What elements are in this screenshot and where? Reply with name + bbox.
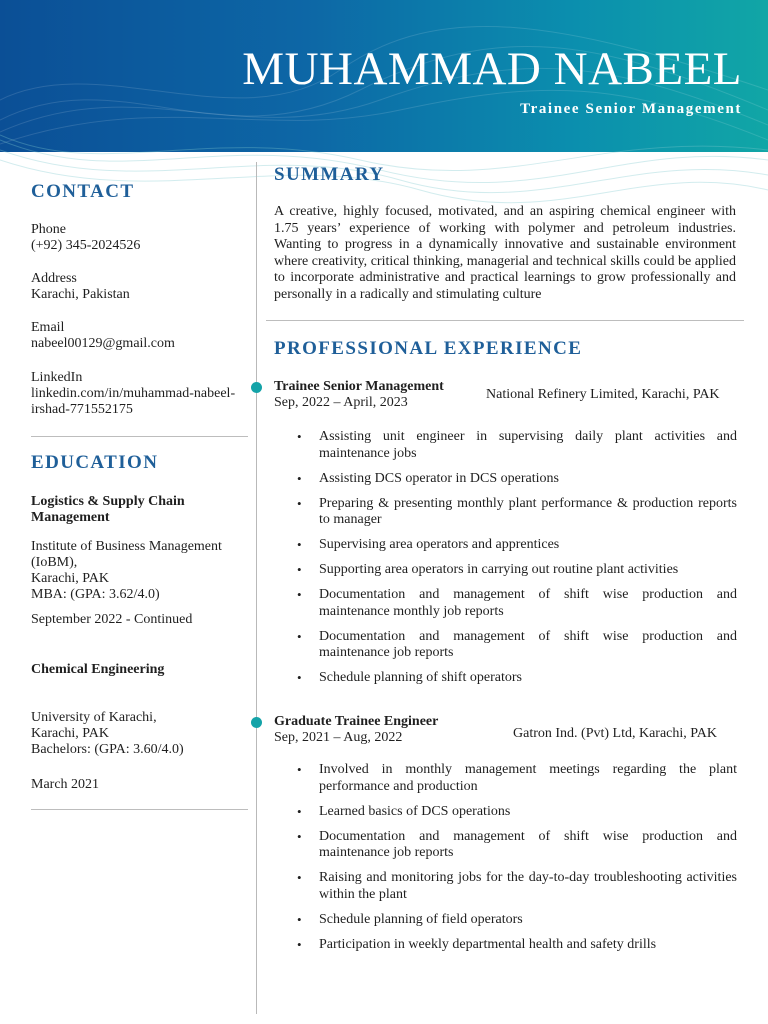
experience-heading: PROFESSIONAL EXPERIENCE — [274, 338, 583, 359]
job-company: National Refinery Limited, Karachi, PAK — [486, 387, 720, 402]
list-item: • Assisting DCS operator in DCS operations — [300, 471, 737, 488]
timeline-line — [256, 162, 257, 1014]
phone-value: (+92) 345-2024526 — [31, 238, 141, 253]
list-item: • Assisting unit engineer in supervising daily plant activities and maintenance jobs — [300, 429, 737, 462]
list-item: • Schedule planning of shift operators — [300, 670, 737, 687]
contact-phone-block — [31, 222, 243, 254]
list-item: • Preparing & presenting monthly plant performance & production reports to manager — [300, 496, 737, 529]
contact-linkedin-block — [31, 370, 243, 418]
contact-heading: CONTACT — [31, 181, 135, 202]
summary-divider — [266, 320, 744, 321]
degree-title: Logistics & Supply Chain — [31, 494, 185, 509]
list-item: • Participation in weekly departmental health and safety drills — [300, 937, 737, 954]
contact-divider — [31, 436, 248, 437]
address-value: Karachi, Pakistan — [31, 287, 130, 302]
phone-label: Phone — [31, 222, 66, 237]
school-location: Karachi, PAK — [31, 571, 110, 586]
education-heading: EDUCATION — [31, 452, 159, 473]
job-2-responsibilities — [300, 762, 737, 962]
job-dates: Sep, 2021 – Aug, 2022 — [274, 730, 403, 745]
education-item-2-details — [31, 710, 243, 758]
list-item: • Involved in monthly management meetings regarding the plant performance and production — [300, 762, 737, 795]
list-item: • Documentation and management of shift wise production and maintenance job reports — [300, 829, 737, 862]
school-location: Karachi, PAK — [31, 726, 110, 741]
job-title: Trainee Senior Management — [274, 379, 444, 394]
address-label: Address — [31, 271, 77, 286]
candidate-role: Trainee Senior Management — [520, 101, 742, 117]
email-value[interactable]: nabeel00129@gmail.com — [31, 336, 175, 351]
job-dates: Sep, 2022 – April, 2023 — [274, 395, 408, 410]
summary-heading: SUMMARY — [274, 164, 385, 185]
timeline-dot — [251, 382, 262, 393]
degree-title-2: Chemical Engineering — [31, 662, 165, 677]
education-item-1-details — [31, 539, 243, 603]
list-item: • Supervising area operators and apprentices — [300, 537, 737, 554]
summary-text: A creative, highly focused, motivated, and an aspiring chemical engineer with 1.75 years’ experience of working with polymer and petroleum industries. Wanting to progress in a dynamically innovative and sustainable environment where creativity, critical thinking, managerial and technical skills could be applied to incorporate administrative and practical learnings to grow professionally and personally in a radically and stimulating culture — [274, 204, 736, 302]
job-1-responsibilities — [300, 429, 737, 695]
timeline-dot — [251, 717, 262, 728]
list-item: • Documentation and management of shift wise production and maintenance job reports — [300, 629, 737, 662]
school-name-line2: (IoBM), — [31, 555, 78, 570]
education-divider — [31, 809, 248, 810]
education-item-2-date: March 2021 — [31, 777, 100, 792]
school-grade: MBA: (GPA: 3.62/4.0) — [31, 587, 160, 602]
contact-address-block — [31, 271, 243, 303]
list-item: • Supporting area operators in carrying out routine plant activities — [300, 562, 737, 579]
linkedin-url-line1[interactable]: linkedin.com/in/muhammad-nabeel- — [31, 386, 236, 401]
education-item-1 — [31, 494, 243, 526]
list-item: • Raising and monitoring jobs for the day-to-day troubleshooting activities within the plant — [300, 870, 737, 903]
job-company: Gatron Ind. (Pvt) Ltd, Karachi, PAK — [513, 726, 718, 741]
school-grade: Bachelors: (GPA: 3.60/4.0) — [31, 742, 184, 757]
email-label: Email — [31, 320, 65, 335]
contact-email-block — [31, 320, 243, 352]
candidate-name: MUHAMMAD NABEEL — [242, 43, 742, 95]
list-item: • Schedule planning of field operators — [300, 912, 737, 929]
degree-title-line2: Management — [31, 510, 110, 525]
linkedin-url-line2[interactable]: irshad-771552175 — [31, 402, 133, 417]
linkedin-label: LinkedIn — [31, 370, 83, 385]
list-item: • Learned basics of DCS operations — [300, 804, 737, 821]
list-item: • Documentation and management of shift wise production and maintenance monthly job reports — [300, 587, 737, 620]
job-title: Graduate Trainee Engineer — [274, 714, 439, 729]
school-name: Institute of Business Management — [31, 539, 222, 554]
education-item-1-date: September 2022 - Continued — [31, 612, 193, 627]
school-name: University of Karachi, — [31, 710, 157, 725]
